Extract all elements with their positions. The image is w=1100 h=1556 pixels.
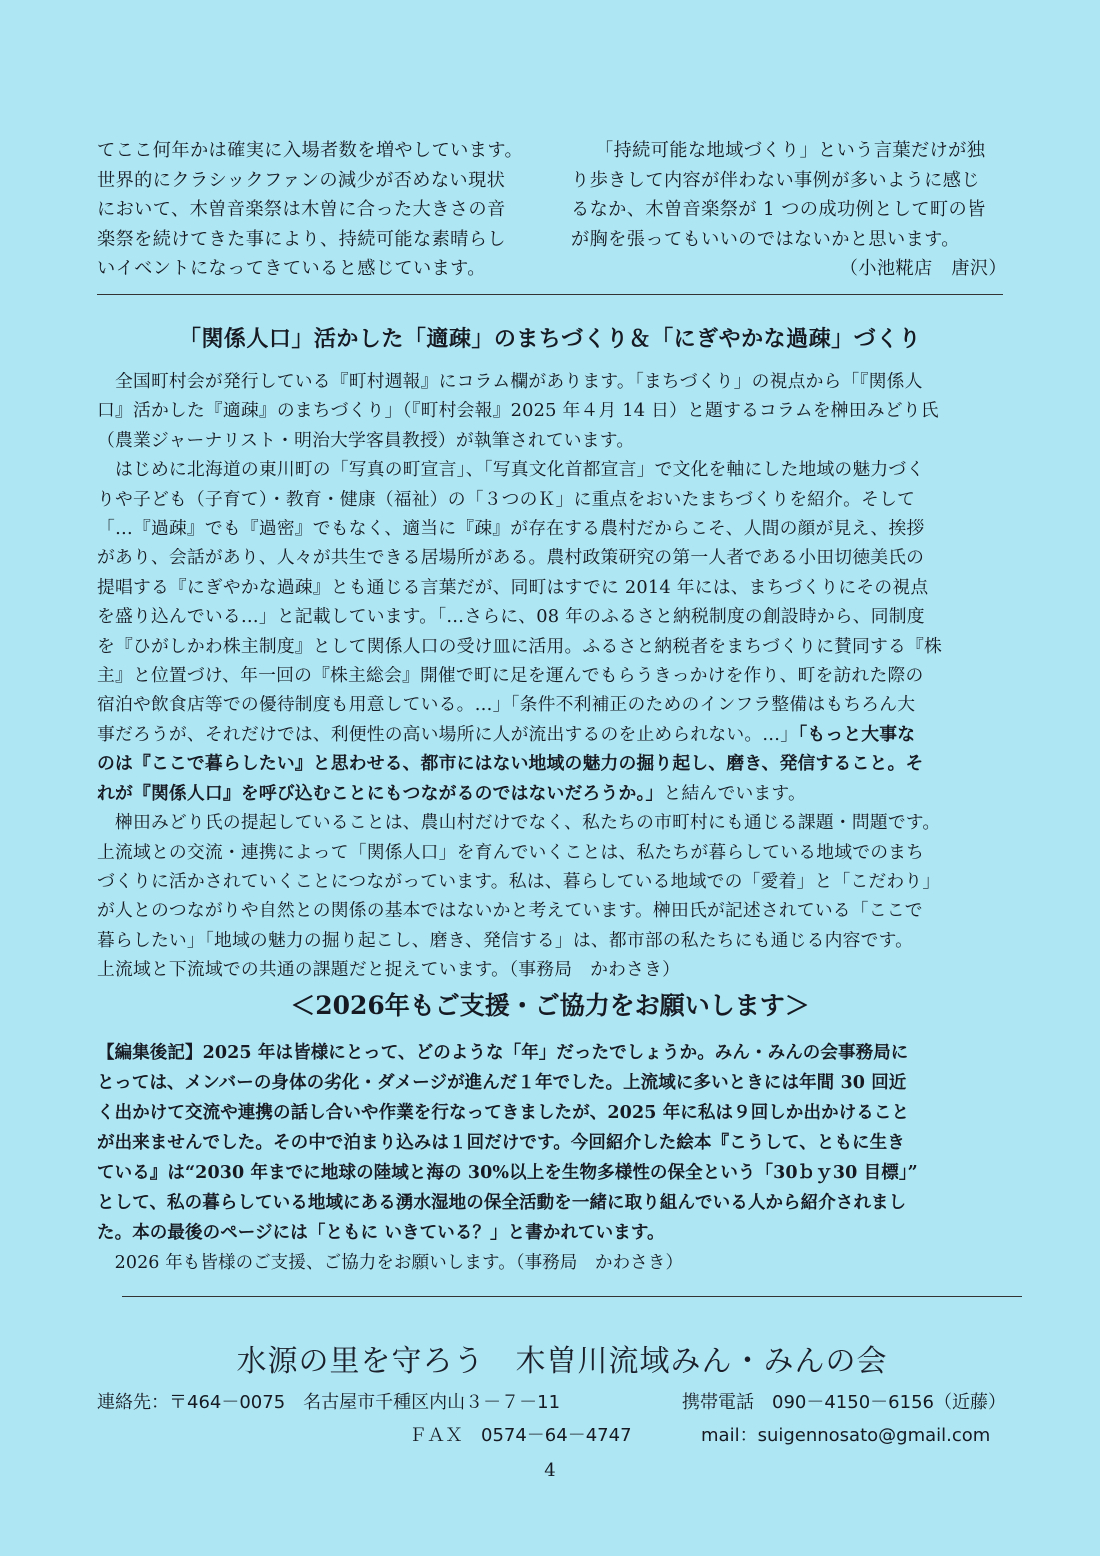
text-line: 口』活かした『適疎』のまちづくり」（『町村会報』2025 年４月 14 日）と題するコラムを榊田みどり氏 <box>97 400 939 422</box>
email-link[interactable]: mail：suigennosato@gmail.com <box>701 1425 991 1446</box>
text-line: 楽祭を続けてきた事により、持続可能な素晴らし <box>97 228 506 250</box>
text-line: 上流域と下流域での共通の課題だと捉えています。（事務局 かわさき） <box>97 959 681 981</box>
page-number: 4 <box>544 1460 556 1481</box>
text-line: が人とのつながりや自然との関係の基本ではないかと考えています。榊田氏が記述されている「ここで <box>97 900 923 922</box>
author-signature: （小池糀店 唐沢） <box>839 258 1007 279</box>
text-line: るなか、木曽音楽祭が 1 つの成功例として町の皆 <box>571 199 986 220</box>
support-appeal-heading: ＜2026年もご支援・ご協力をお願いします＞ <box>290 991 810 1020</box>
text-line: いイベントになってきていると感じています。 <box>97 258 486 279</box>
text-line: において、木曽音楽祭は木曽に合った大きさの音 <box>97 199 506 220</box>
text-line: が胸を張ってもいいのではないかと思います。 <box>571 228 960 250</box>
previous-article-continuation <box>97 136 1027 286</box>
text-span: と結んでいます。 <box>663 782 806 804</box>
text-line: とっては、メンバーの身体の劣化・ダメージが進んだ１年でした。上流域に多いときには年間 30 回近 <box>97 1073 907 1093</box>
fax-number: ＦＡＸ 0574－64－4747 <box>409 1425 632 1446</box>
text-line: 全国町村会が発行している『町村週報』にコラム欄があります。「まちづくり」の視点から「『関係人 <box>97 371 923 392</box>
text-line: 榊田みどり氏の提起していることは、農山村だけでなく、私たちの市町村にも通じる課題・問題です。 <box>97 812 941 834</box>
footer-divider <box>122 1296 1022 1297</box>
text-line: りや子ども（子育て）・教育・健康（福祉）の「３つのＫ」に重点をおいたまちづくりを紹介。そして <box>97 488 916 510</box>
article-title: 「関係人口」活かした「適疎」のまちづくり＆「にぎやかな過疎」づくり <box>178 326 922 352</box>
text-line: り歩きして内容が伴わない事例が多いように感じ <box>571 169 980 191</box>
text-line <box>97 720 1027 749</box>
left-column <box>97 136 557 284</box>
article-body <box>97 367 1027 985</box>
postal-address: 連絡先：〒464－0075 名古屋市千種区内山３－７－11 <box>97 1392 561 1413</box>
emphasis-text: れが『関係人口』を呼び込むことにもつながるのではないだろうか。」 <box>97 782 664 804</box>
text-line: 【編集後記】2025 年は皆様にとって、どのような「年」だったでしょうか。みん・みんの会事務局に <box>97 1043 909 1063</box>
text-line: 暮らしたい」「地域の魅力の掘り起こし、磨き、発信する」は、都市部の私たちにも通じる内容です。 <box>97 929 914 951</box>
text-line: として、私の暮らしている地域にある湧水湿地の保全活動を一緒に取り組んでいる人から紹介されまし <box>97 1193 907 1213</box>
text-line: 世界的にクラシックファンの減少が否めない現状 <box>97 169 506 191</box>
section-divider <box>97 294 1003 295</box>
text-line: 宿泊や飲食店等での優待制度も用意している。…」「条件不利補正のためのインフラ整備はもちろん大 <box>97 694 916 716</box>
text-line: があり、会話があり、人々が共生できる居場所がある。農村政策研究の第一人者である小田切徳美氏の <box>97 547 925 569</box>
right-column <box>571 136 1027 284</box>
text-line: 「持続可能な地域づくり」という言葉だけが独 <box>595 140 986 161</box>
emphasis-text: 「もっと大事な <box>798 723 916 745</box>
editor-afterword <box>97 1038 1027 1278</box>
text-line: く出かけて交流や連携の話し合いや作業を行なってきましたが、2025 年に私は９回しか出かけること <box>97 1103 910 1123</box>
closing-line: 2026 年も皆様のご支援、ご協力をお願いします。（事務局 かわさき） <box>97 1253 684 1273</box>
text-line: はじめに北海道の東川町の「写真の町宣言」、「写真文化首都宣言」で文化を軸にした地域の魅力づく <box>97 459 925 481</box>
text-line: を盛り込んでいる…」と記載しています。「…さらに、08 年のふるさと納税制度の創設時から、同制度 <box>97 606 925 628</box>
text-line: た。本の最後のページには「ともに いきている？」と書かれています。 <box>97 1223 665 1243</box>
text-line: 「…『過疎』でも『過密』でもなく、適当に『疎』が存在する農村だからこそ、人間の顔が見え、挨拶 <box>97 518 925 540</box>
text-line: 主』と位置づけ、年一回の『株主総会』開催で町に足を運んでもらうきっかけを作り、町を訪れた際の <box>97 665 924 687</box>
emphasis-line: のは『ここで暮らしたい』と思わせる、都市にはない地域の魅力の掘り起し、磨き、発信すること。そ <box>97 753 924 775</box>
text-line: が出来ませんでした。その中で泊まり込みは１回だけです。今回紹介した絵本『こうして、ともに生き <box>97 1133 905 1153</box>
text-line <box>97 779 1027 808</box>
organization-name: 水源の里を守ろう 木曽川流域みん・みんの会 <box>236 1344 888 1379</box>
text-line: 上流域との交流・連携によって「関係人口」を育んでいくことは、私たちが暮らしている地域でのまち <box>97 841 925 863</box>
text-line: てここ何年かは確実に入場者数を増やしています。 <box>97 140 524 161</box>
mobile-phone: 携帯電話 090－4150－6156（近藤） <box>682 1392 1006 1413</box>
text-line: づくりに活かされていくことにつながっています。私は、暮らしている地域での「愛着」と「こだわり」 <box>97 870 941 892</box>
text-line: ている』は“2030 年までに地球の陸域と海の 30%以上を生物多様性の保全という「30ｂｙ30 目標」” <box>97 1163 918 1183</box>
text-line: 提唱する『にぎやかな過疎』とも通じる言葉だが、同町はすでに 2014 年には、まちづくりにその視点 <box>97 576 929 598</box>
text-line: を『ひがしかわ株主制度』として関係人口の受け皿に活用。ふるさと納税者をまちづくりに賛同する『株 <box>97 635 942 657</box>
text-span: 事だろうが、それだけでは、利便性の高い場所に人が流出するのを止められない。…」 <box>97 723 799 745</box>
text-line: （農業ジャーナリスト・明治大学客員教授）が執筆されています。 <box>97 429 635 451</box>
